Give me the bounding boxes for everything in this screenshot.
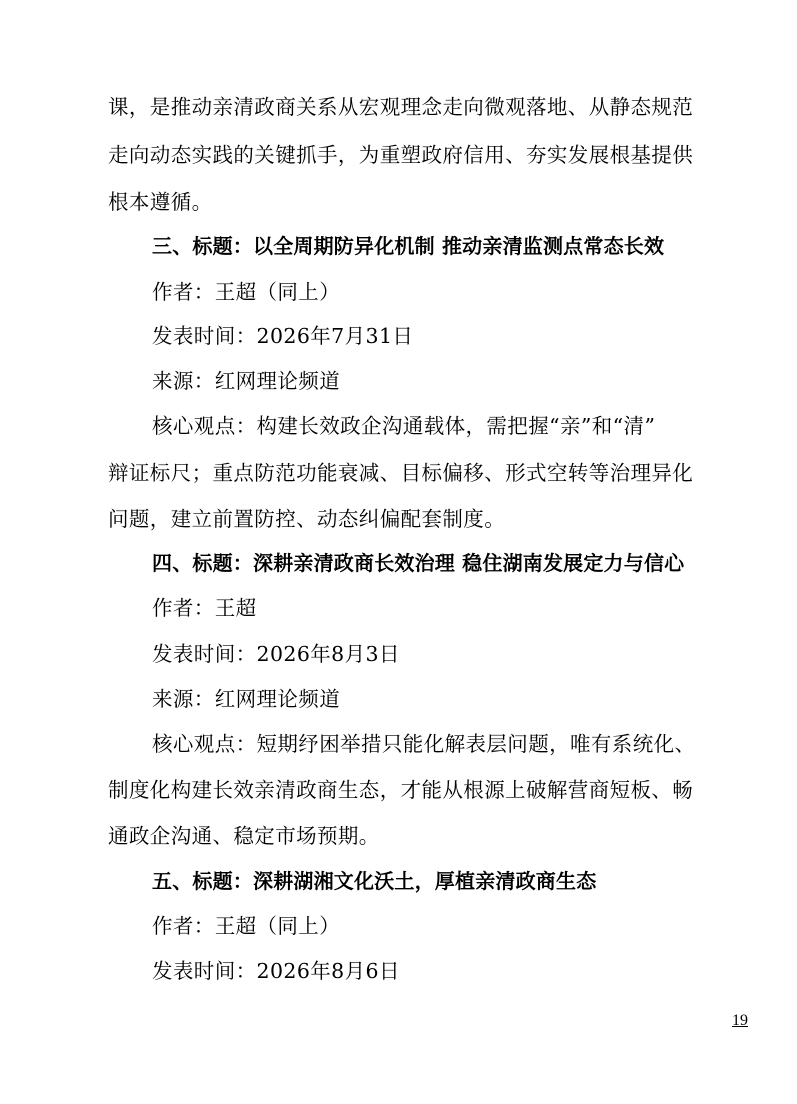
publish-date-line: 发表时间：2026年7月31日 bbox=[152, 324, 414, 348]
core-viewpoint-line: 核心观点：短期纾困举措只能化解表层问题，唯有系统化、 bbox=[152, 732, 696, 756]
section-heading: 四、标题：深耕亲清政商长效治理 稳住湖南发展定力与信心 bbox=[152, 551, 685, 575]
page-number: 19 bbox=[732, 1012, 748, 1029]
body-text-line: 课，是推动亲清政商关系从宏观理念走向微观落地、从静态规范 bbox=[108, 95, 694, 119]
core-viewpoint-line: 辩证标尺；重点防范功能衰减、目标偏移、形式空转等治理异化 bbox=[108, 461, 694, 485]
body-text-line: 走向动态实践的关键抓手，为重塑政府信用、夯实发展根基提供 bbox=[108, 143, 694, 167]
author-line: 作者：王超（同上） bbox=[152, 280, 341, 304]
publish-date-line: 发表时间：2026年8月6日 bbox=[152, 959, 400, 983]
section-heading: 五、标题：深耕湖湘文化沃土，厚植亲清政商生态 bbox=[152, 869, 597, 893]
publish-date-line: 发表时间：2026年8月3日 bbox=[152, 642, 400, 666]
core-viewpoint-line: 核心观点：构建长效政企沟通载体，需把握“亲”和“清” bbox=[152, 414, 656, 438]
core-viewpoint-line: 通政企沟通、稳定市场预期。 bbox=[108, 824, 380, 848]
section-heading: 三、标题：以全周期防异化机制 推动亲清监测点常态长效 bbox=[152, 234, 665, 258]
source-line: 来源：红网理论频道 bbox=[152, 687, 341, 711]
body-text-line: 根本遵循。 bbox=[108, 190, 213, 214]
source-line: 来源：红网理论频道 bbox=[152, 369, 341, 393]
core-viewpoint-line: 问题，建立前置防控、动态纠偏配套制度。 bbox=[108, 507, 506, 531]
core-viewpoint-line: 制度化构建长效亲清政商生态，才能从根源上破解营商短板、畅 bbox=[108, 778, 694, 802]
author-line: 作者：王超（同上） bbox=[152, 914, 341, 938]
author-line: 作者：王超 bbox=[152, 596, 257, 620]
